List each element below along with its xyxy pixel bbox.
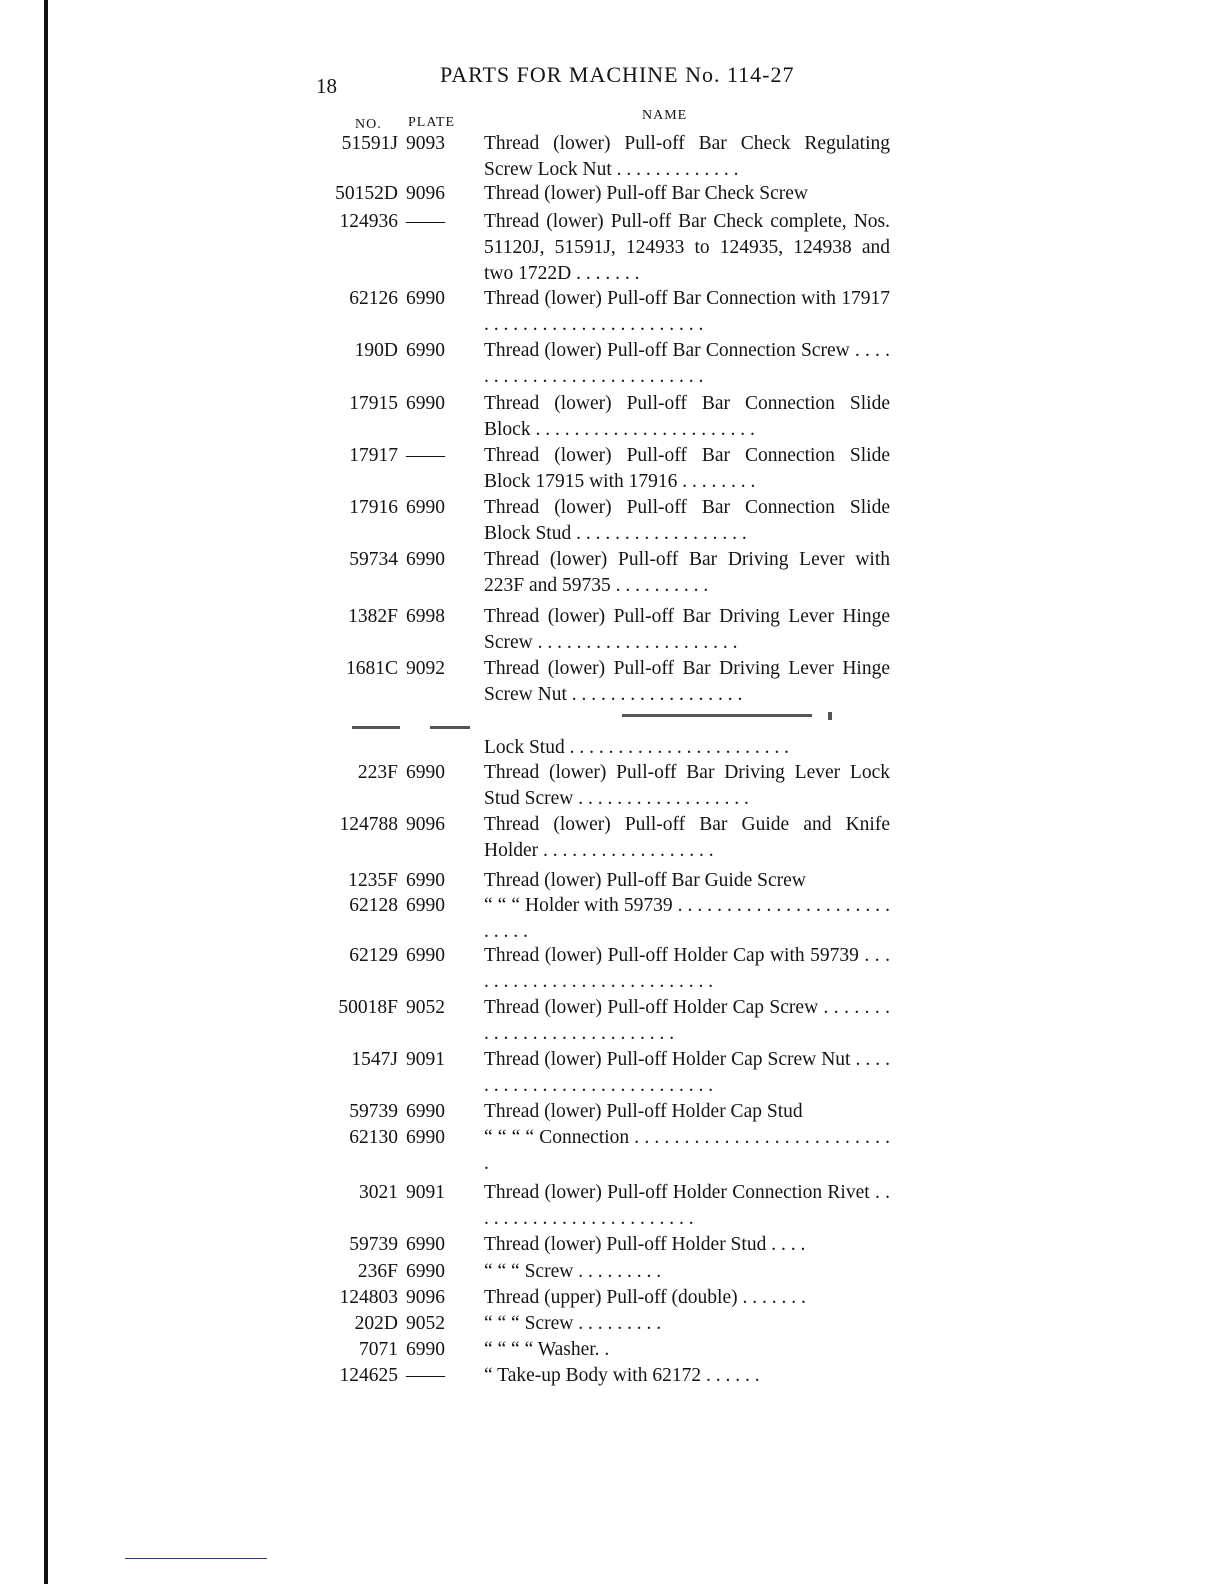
part-number: 50152D [335, 183, 398, 204]
plate-number: 6990 [406, 1101, 445, 1122]
part-number: 50018F [338, 997, 398, 1018]
part-number: 17916 [349, 497, 398, 518]
part-name: Thread (lower) Pull-off Bar Connection Slide Block Stud . . . . . . . . . . . . . . . . . . [484, 497, 890, 544]
plate-number: 9096 [406, 183, 445, 204]
plate-number: 9091 [406, 1049, 445, 1070]
part-number: 62126 [349, 288, 398, 309]
part-number: 62129 [349, 945, 398, 966]
part-name: Thread (lower) Pull-off Bar Connection Screw . . . . . . . . . . . . . . . . . . . . . . . . . . . [484, 340, 890, 387]
part-name: “ “ “ Holder with 59739 . . . . . . . . . . . . . . . . . . . . . . . . . . . [484, 895, 890, 942]
part-name: Lock Stud . . . . . . . . . . . . . . . . . . . . . . . [484, 737, 789, 758]
part-number: 62130 [349, 1127, 398, 1148]
part-number: 1547J [351, 1049, 398, 1070]
plate-number: 6998 [406, 606, 445, 627]
plate-number: —— [406, 445, 445, 466]
scan-smudge [352, 712, 882, 734]
page-number: 18 [316, 74, 337, 98]
part-name: Thread (lower) Pull-off Bar Connection with 17917 . . . . . . . . . . . . . . . . . . . . . . . [484, 288, 890, 335]
part-number: 59739 [349, 1101, 398, 1122]
plate-number: 6990 [406, 945, 445, 966]
part-number: 17915 [349, 393, 398, 414]
part-number: 124803 [339, 1287, 398, 1308]
part-name: Thread (lower) Pull-off Holder Cap Screw . . . . . . . . . . . . . . . . . . . . . . . . . . . [484, 997, 890, 1044]
plate-number: 6990 [406, 393, 445, 414]
part-number: 124625 [339, 1365, 398, 1386]
plate-number: —— [406, 1365, 445, 1386]
plate-number: 9096 [406, 1287, 445, 1308]
plate-number: 9052 [406, 1313, 445, 1334]
part-name: Thread (lower) Pull-off Holder Cap Screw Nut . . . . . . . . . . . . . . . . . . . . . . . . . . . . [484, 1049, 890, 1096]
part-number: 3021 [359, 1182, 398, 1203]
part-name: Thread (lower) Pull-off Bar Connection Slide Block 17915 with 17916 . . . . . . . . [484, 445, 890, 492]
part-name: Thread (lower) Pull-off Bar Check Regulating Screw Lock Nut . . . . . . . . . . . . . [484, 133, 890, 180]
part-name: Thread (lower) Pull-off Bar Driving Lever with 223F and 59735 . . . . . . . . . . [484, 549, 890, 596]
part-name: “ “ “ Screw . . . . . . . . . [484, 1261, 662, 1282]
plate-number: 9092 [406, 658, 445, 679]
column-header-name: NAME [642, 108, 688, 123]
part-number: 1382F [348, 606, 398, 627]
part-number: 236F [357, 1261, 398, 1282]
part-number: 202D [354, 1313, 398, 1334]
part-name: Thread (lower) Pull-off Bar Driving Lever Hinge Screw Nut . . . . . . . . . . . . . . . . . . [484, 658, 890, 705]
part-name: Thread (lower) Pull-off Bar Driving Lever Lock Stud Screw . . . . . . . . . . . . . . . . . . [484, 762, 890, 809]
footer-rule [125, 1558, 267, 1559]
plate-number: 6990 [406, 1339, 445, 1360]
part-number: 59734 [349, 549, 398, 570]
plate-number: 6990 [406, 549, 445, 570]
part-number: 124936 [339, 211, 398, 232]
column-header-no: NO. [355, 117, 382, 132]
part-name: Thread (lower) Pull-off Holder Cap with 59739 . . . . . . . . . . . . . . . . . . . . . . . . . . . [484, 945, 890, 992]
part-name: Thread (lower) Pull-off Holder Cap Stud [484, 1101, 803, 1122]
plate-number: 9052 [406, 997, 445, 1018]
part-name: “ “ “ “ Connection . . . . . . . . . . . . . . . . . . . . . . . . . . . [484, 1127, 890, 1174]
part-name: Thread (lower) Pull-off Bar Driving Lever Hinge Screw . . . . . . . . . . . . . . . . . . . . . [484, 606, 890, 653]
part-number: 124788 [339, 814, 398, 835]
part-name: Thread (lower) Pull-off Bar Check complete, Nos. 51120J, 51591J, 124933 to 124935, 124938 and two 1722D . . . . . . . [484, 211, 890, 284]
plate-number: 9091 [406, 1182, 445, 1203]
part-number: 51591J [341, 133, 398, 154]
plate-number: 6990 [406, 1261, 445, 1282]
part-number: 1235F [348, 870, 398, 891]
part-name: Thread (lower) Pull-off Holder Connection Rivet . . . . . . . . . . . . . . . . . . . . . . . . [484, 1182, 890, 1229]
part-number: 190D [354, 340, 398, 361]
part-name: Thread (lower) Pull-off Bar Check Screw [484, 183, 808, 204]
part-name: “ “ “ Screw . . . . . . . . . [484, 1313, 662, 1334]
plate-number: 9096 [406, 814, 445, 835]
part-number: 1681C [345, 658, 398, 679]
page-title: PARTS FOR MACHINE No. 114-27 [440, 62, 795, 87]
part-name: “ “ “ “ Washer. . [484, 1339, 610, 1360]
part-name: Thread (upper) Pull-off (double) . . . . . . . [484, 1287, 806, 1308]
part-number: 7071 [359, 1339, 398, 1360]
plate-number: 6990 [406, 762, 445, 783]
plate-number: 9093 [406, 133, 445, 154]
plate-number: 6990 [406, 1127, 445, 1148]
plate-number: 6990 [406, 870, 445, 891]
plate-number: 6990 [406, 497, 445, 518]
part-number: 223F [357, 762, 398, 783]
plate-number: 6990 [406, 288, 445, 309]
plate-number: —— [406, 211, 445, 232]
column-header-plate: PLATE [408, 115, 455, 130]
part-name: Thread (lower) Pull-off Bar Connection Slide Block . . . . . . . . . . . . . . . . . . . . . . . [484, 393, 890, 440]
plate-number: 6990 [406, 340, 445, 361]
part-number: 17917 [349, 445, 398, 466]
plate-number: 6990 [406, 1234, 445, 1255]
part-name: “ Take-up Body with 62172 . . . . . . [484, 1365, 760, 1386]
part-number: 59739 [349, 1234, 398, 1255]
part-name: Thread (lower) Pull-off Holder Stud . . . . [484, 1234, 806, 1255]
part-number: 62128 [349, 895, 398, 916]
part-name: Thread (lower) Pull-off Bar Guide Screw [484, 870, 806, 891]
part-name: Thread (lower) Pull-off Bar Guide and Knife Holder . . . . . . . . . . . . . . . . . . [484, 814, 890, 861]
plate-number: 6990 [406, 895, 445, 916]
